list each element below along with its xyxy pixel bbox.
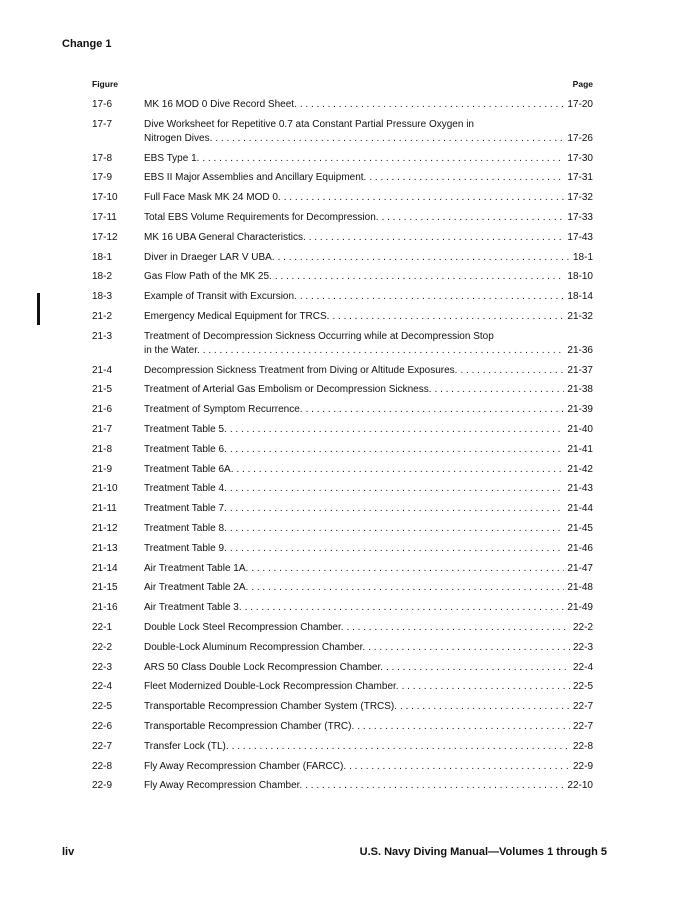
change-label: Change 1 xyxy=(62,38,112,50)
page-reference: 22-10 xyxy=(567,780,593,792)
dot-leader xyxy=(230,522,565,536)
figure-number: 21-4 xyxy=(92,364,113,376)
dot-leader xyxy=(237,463,565,477)
figure-title-text: in the Water. xyxy=(144,344,200,356)
figure-number: 21-9 xyxy=(92,463,113,475)
page-reference: 21-38 xyxy=(567,384,593,396)
figure-title xyxy=(144,720,593,734)
toc-entry[interactable] xyxy=(92,482,593,502)
figure-title xyxy=(144,779,593,793)
figure-title xyxy=(144,211,593,225)
figure-title xyxy=(144,542,593,556)
dot-leader xyxy=(386,661,570,675)
figure-title-text: Treatment Table 5. xyxy=(144,423,227,435)
page-reference: 21-32 xyxy=(567,310,593,322)
toc-entry[interactable] xyxy=(92,661,593,681)
figure-title-text: Treatment Table 7. xyxy=(144,503,227,515)
dot-leader xyxy=(230,482,565,496)
dot-leader xyxy=(349,760,570,774)
page-reference: 21-41 xyxy=(567,443,593,455)
footer-manual-title: U.S. Navy Diving Manual—Volumes 1 through 5 xyxy=(359,846,607,858)
page-reference: 22-9 xyxy=(572,760,593,772)
toc-entry[interactable] xyxy=(92,118,593,152)
figure-title xyxy=(144,251,593,265)
figure-number: 18-2 xyxy=(92,271,113,283)
figure-title-text: Full Face Mask MK 24 MOD 0. xyxy=(144,192,281,204)
figure-title-text: Transportable Recompression Chamber System (TRCS). xyxy=(144,701,398,713)
page-reference: 21-47 xyxy=(567,562,593,574)
page-reference: 21-43 xyxy=(567,483,593,495)
toc-entry[interactable] xyxy=(92,383,593,403)
figure-title xyxy=(144,562,593,576)
dot-leader xyxy=(202,152,564,166)
figure-number: 22-1 xyxy=(92,621,113,633)
dot-leader xyxy=(357,720,570,734)
figure-number: 17-10 xyxy=(92,192,118,204)
dot-leader xyxy=(251,581,564,595)
toc-entry[interactable] xyxy=(92,680,593,700)
dot-leader xyxy=(305,779,564,793)
figure-number: 21-11 xyxy=(92,503,117,515)
dot-leader xyxy=(300,98,565,112)
dot-leader xyxy=(400,700,570,714)
dot-leader xyxy=(306,403,565,417)
figure-title-text: Example of Transit with Excursion. xyxy=(144,291,297,303)
toc-entry[interactable] xyxy=(92,152,593,172)
dot-leader xyxy=(347,621,570,635)
figure-title xyxy=(144,463,593,477)
figure-title xyxy=(144,423,593,437)
figure-title xyxy=(144,502,593,516)
dot-leader xyxy=(230,423,565,437)
page-reference: 21-36 xyxy=(567,344,593,356)
dot-leader xyxy=(230,542,565,556)
figure-title-text: MK 16 MOD 0 Dive Record Sheet. xyxy=(144,99,297,110)
toc-entry[interactable] xyxy=(92,720,593,740)
figure-number: 21-8 xyxy=(92,443,113,455)
toc-entry[interactable] xyxy=(92,522,593,542)
figure-title xyxy=(144,443,593,457)
figure-title xyxy=(144,152,593,166)
dot-leader xyxy=(278,251,570,265)
dot-leader xyxy=(275,270,565,284)
figure-number: 22-6 xyxy=(92,720,113,732)
figure-title-text: Decompression Sickness Treatment from Diving or Altitude Exposures. xyxy=(144,364,458,376)
figure-number: 21-3 xyxy=(92,330,113,342)
toc-entry[interactable] xyxy=(92,231,593,251)
figure-title-text: Gas Flow Path of the MK 25. xyxy=(144,271,272,283)
page-reference: 21-39 xyxy=(567,404,593,416)
figure-number: 21-7 xyxy=(92,423,113,435)
figure-number: 22-2 xyxy=(92,641,113,653)
page-reference: 22-8 xyxy=(572,740,593,752)
figure-title-text: Total EBS Volume Requirements for Decompression. xyxy=(144,211,379,223)
page-reference: 21-45 xyxy=(567,522,593,534)
figure-title-text: Treatment Table 9. xyxy=(144,542,227,554)
toc-entry[interactable] xyxy=(92,542,593,562)
figure-title xyxy=(144,310,593,324)
figure-title xyxy=(144,601,593,615)
change-bar xyxy=(37,293,40,325)
toc-entry[interactable] xyxy=(92,423,593,443)
figure-number: 18-1 xyxy=(92,251,113,263)
figure-title-text: Diver in Draeger LAR V UBA. xyxy=(144,251,275,263)
toc-entry[interactable] xyxy=(92,562,593,582)
dot-leader xyxy=(435,383,565,397)
page-reference: 22-4 xyxy=(572,661,593,673)
figure-number: 21-13 xyxy=(92,542,118,554)
figure-number: 22-4 xyxy=(92,681,113,693)
page-reference: 22-2 xyxy=(572,621,593,633)
page-reference: 21-44 xyxy=(567,503,593,515)
figure-title-text: Nitrogen Dives. xyxy=(144,132,213,144)
figure-title-text: Treatment Table 6. xyxy=(144,443,227,455)
figure-title-text: MK 16 UBA General Characteristics. xyxy=(144,231,306,243)
toc-entry[interactable] xyxy=(92,211,593,231)
figure-title xyxy=(144,482,593,496)
figure-column-header: Figure xyxy=(92,79,118,89)
figure-title-text: Double Lock Steel Recompression Chamber. xyxy=(144,621,344,633)
figure-title xyxy=(144,270,593,284)
dot-leader xyxy=(215,132,564,146)
figure-title-text: Double-Lock Aluminum Recompression Chamber. xyxy=(144,641,366,653)
toc-entry[interactable] xyxy=(92,171,593,191)
page-column-header: Page xyxy=(572,79,593,89)
list-of-figures xyxy=(92,98,593,799)
page-reference: 18-14 xyxy=(567,291,593,303)
figure-number: 22-9 xyxy=(92,780,113,792)
figure-title-text: Treatment Table 4. xyxy=(144,483,227,495)
page-reference: 22-5 xyxy=(572,681,593,693)
toc-entry[interactable] xyxy=(92,290,593,310)
dot-leader xyxy=(332,310,564,324)
page-reference: 18-1 xyxy=(572,251,593,263)
figure-title xyxy=(144,231,593,245)
dot-leader xyxy=(203,344,565,358)
dot-leader xyxy=(460,364,564,378)
figure-title-text: Air Treatment Table 1A. xyxy=(144,562,249,574)
figure-title-text: Air Treatment Table 2A. xyxy=(144,582,249,594)
figure-title-text: Fleet Modernized Double-Lock Recompression Chamber. xyxy=(144,681,399,693)
figure-title-text: Air Treatment Table 3. xyxy=(144,602,242,614)
page-reference: 21-42 xyxy=(567,463,593,475)
figure-title-text: Treatment Table 8. xyxy=(144,522,227,534)
figure-number: 17-8 xyxy=(92,152,113,164)
figure-title xyxy=(144,118,593,146)
figure-number: 17-7 xyxy=(92,118,113,130)
toc-entry[interactable] xyxy=(92,581,593,601)
page-reference: 22-7 xyxy=(572,720,593,732)
figure-title xyxy=(144,740,593,754)
dot-leader xyxy=(382,211,565,225)
toc-entry[interactable] xyxy=(92,191,593,211)
figure-number: 17-11 xyxy=(92,211,117,223)
figure-title xyxy=(144,760,593,774)
toc-entry[interactable] xyxy=(92,779,593,799)
figure-number: 21-2 xyxy=(92,310,113,322)
figure-title xyxy=(144,581,593,595)
figure-title-text: Fly Away Recompression Chamber. xyxy=(144,780,303,792)
figure-title-line1: Dive Worksheet for Repetitive 0.7 ata Constant Partial Pressure Oxygen in xyxy=(144,118,474,130)
figure-title-text: Fly Away Recompression Chamber (FARCC). xyxy=(144,760,347,772)
dot-leader xyxy=(245,601,565,615)
dot-leader xyxy=(230,502,565,516)
page-reference: 17-32 xyxy=(567,192,593,204)
toc-entry[interactable] xyxy=(92,403,593,423)
figure-number: 21-12 xyxy=(92,522,118,534)
toc-entry[interactable] xyxy=(92,760,593,780)
page-reference: 22-3 xyxy=(572,641,593,653)
figure-number: 21-15 xyxy=(92,582,118,594)
figure-title-text: EBS Type 1. xyxy=(144,152,200,164)
dot-leader xyxy=(232,740,570,754)
toc-entry[interactable] xyxy=(92,463,593,483)
page-reference: 21-40 xyxy=(567,423,593,435)
toc-entry[interactable] xyxy=(92,443,593,463)
page-reference: 17-26 xyxy=(567,132,593,144)
figure-title-text: Treatment Table 6A. xyxy=(144,463,234,475)
dot-leader xyxy=(251,562,564,576)
page-reference: 21-46 xyxy=(567,542,593,554)
figure-title xyxy=(144,700,593,714)
page-reference: 21-48 xyxy=(567,582,593,594)
figure-number: 22-7 xyxy=(92,740,113,752)
toc-entry[interactable] xyxy=(92,601,593,621)
toc-entry[interactable] xyxy=(92,641,593,661)
toc-entry[interactable] xyxy=(92,740,593,760)
page-reference: 17-31 xyxy=(567,172,593,184)
figure-number: 21-14 xyxy=(92,562,118,574)
figure-title xyxy=(144,171,593,185)
figure-title xyxy=(144,621,593,635)
toc-entry[interactable] xyxy=(92,502,593,522)
figure-title-text: Transfer Lock (TL). xyxy=(144,740,229,752)
figure-title-text: Transportable Recompression Chamber (TRC). xyxy=(144,720,355,732)
figure-number: 22-3 xyxy=(92,661,113,673)
page-reference: 22-7 xyxy=(572,701,593,713)
figure-title xyxy=(144,661,593,675)
toc-entry[interactable] xyxy=(92,98,593,118)
toc-entry[interactable] xyxy=(92,251,593,271)
toc-entry[interactable] xyxy=(92,310,593,330)
figure-title xyxy=(144,290,593,304)
figure-number: 21-16 xyxy=(92,602,118,614)
figure-title xyxy=(144,98,593,112)
figure-number: 18-3 xyxy=(92,291,113,303)
figure-number: 17-9 xyxy=(92,172,113,184)
figure-number: 22-8 xyxy=(92,760,113,772)
figure-title-text: Treatment of Symptom Recurrence. xyxy=(144,404,303,416)
dot-leader xyxy=(300,290,565,304)
toc-entry[interactable] xyxy=(92,621,593,641)
footer-page-number: liv xyxy=(62,846,75,858)
figure-number: 21-5 xyxy=(92,384,113,396)
toc-entry[interactable] xyxy=(92,364,593,384)
page-reference: 17-30 xyxy=(567,152,593,164)
dot-leader xyxy=(402,680,570,694)
dot-leader xyxy=(368,641,570,655)
toc-entry[interactable] xyxy=(92,330,593,364)
figure-title xyxy=(144,641,593,655)
figure-title xyxy=(144,364,593,378)
figure-title xyxy=(144,383,593,397)
figure-title xyxy=(144,191,593,205)
dot-leader xyxy=(284,191,565,205)
dot-leader xyxy=(230,443,565,457)
figure-number: 21-10 xyxy=(92,483,118,495)
page-reference: 21-37 xyxy=(567,364,593,376)
dot-leader xyxy=(369,171,564,185)
figure-number: 17-6 xyxy=(92,99,113,110)
figure-number: 22-5 xyxy=(92,701,113,713)
figure-number: 21-6 xyxy=(92,404,113,416)
figure-title xyxy=(144,522,593,536)
page-reference: 17-43 xyxy=(567,231,593,243)
figure-title-line1: Treatment of Decompression Sickness Occurring while at Decompression Stop xyxy=(144,330,494,342)
page-reference: 18-10 xyxy=(567,271,593,283)
toc-entry[interactable] xyxy=(92,700,593,720)
dot-leader xyxy=(309,231,565,245)
figure-title-text: Treatment of Arterial Gas Embolism or Decompression Sickness. xyxy=(144,384,432,396)
figure-title-text: EBS II Major Assemblies and Ancillary Equipment. xyxy=(144,172,367,184)
figure-title-text: ARS 50 Class Double Lock Recompression Chamber. xyxy=(144,661,383,673)
figure-title-text: Emergency Medical Equipment for TRCS. xyxy=(144,310,330,322)
page-reference: 17-20 xyxy=(567,99,593,110)
figure-title xyxy=(144,403,593,417)
page-reference: 17-33 xyxy=(567,211,593,223)
figure-title xyxy=(144,330,593,358)
toc-entry[interactable] xyxy=(92,270,593,290)
figure-number: 17-12 xyxy=(92,231,118,243)
figure-title xyxy=(144,680,593,694)
page-reference: 21-49 xyxy=(567,602,593,614)
column-headers xyxy=(92,79,593,93)
